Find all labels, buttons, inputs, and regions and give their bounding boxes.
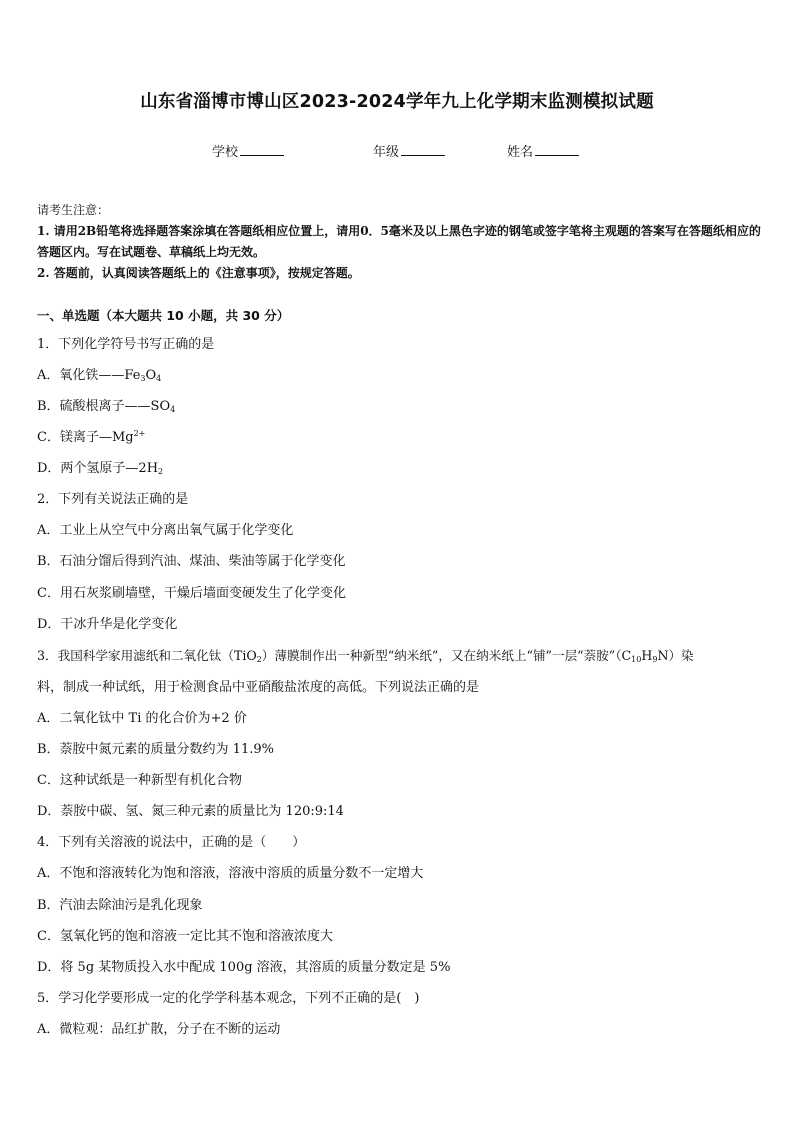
q1-stem: 1．下列化学符号书写正确的是 [37,337,215,352]
q1-option-b: B．硫酸根离子$——SO_4$ [37,399,176,414]
page-title: 山东省淄博市博山区2023-2024学年九上化学期末监测模拟试题 [140,92,654,112]
q5-stem: 5．学习化学要形成一定的化学学科基本观念，下列不正确的是( ) [37,991,420,1006]
school-blank [240,144,284,156]
name-label: 姓名 [507,145,534,160]
q2-option-d: D．干冰升华是化学变化 [37,617,178,632]
q3-option-d: D．萘胺中碳、氢、氮三种元素的质量比为 120:9:14 [37,804,344,819]
grade-field [373,141,445,160]
notice-item-1: 1. 请用2B铅笔将选择题答案涂填在答题纸相应位置上，请用0．5毫米及以上黑色字迹的钢笔或签字笔将主观题的答案写在答题纸相应的答题区内。写在试题卷、草稿纸上均无效。 [37,224,761,259]
school-field [212,141,284,160]
q4-stem: 4．下列有关溶液的说法中，正确的是（ ） [37,835,306,850]
notice-block [37,200,762,284]
q4-option-d: D．将 5g 某物质投入水中配成 100g 溶液，其溶质的质量分数定是 5% [37,960,451,975]
q1-option-a: A．氧化铁$——Fe_3O_4$ [37,368,162,383]
q2-option-a: A．工业上从空气中分离出氧气属于化学变化 [37,523,294,538]
q4-option-b: B．汽油去除油污是乳化现象 [37,898,203,913]
q3-stem-line-2: 料，制成一种试纸，用于检测食品中亚硝酸盐浓度的高低。下列说法正确的是 [37,680,480,695]
q4-option-c: C．氢氧化钙的饱和溶液一定比其不饱和溶液浓度大 [37,929,333,944]
q2-option-b: B．石油分馏后得到汽油、煤油、柴油等属于化学变化 [37,554,346,569]
q1-option-d: D．两个氢原子$—2H_2$ [37,461,164,476]
grade-label: 年级 [373,145,400,160]
q2-option-c: C．用石灰浆刷墙壁，干燥后墙面变硬发生了化学变化 [37,586,346,601]
school-label: 学校 [212,145,239,160]
grade-blank [401,144,445,156]
q1-option-c: C．镁离子$—Mg^{2+}$ [37,429,146,445]
name-blank [535,144,579,156]
q3-option-c: C．这种试纸是一种新型有机化合物 [37,773,242,788]
section-heading: 一、单选题（本大题共 10 小题，共 30 分） [37,308,290,323]
q3-option-a: A．二氧化钛中 Ti 的化合价为+2 价 [37,711,247,726]
q4-option-a: A．不饱和溶液转化为饱和溶液，溶液中溶质的质量分数不一定增大 [37,866,424,881]
q3-stem: 3．我国科学家用滤纸和二氧化钛（TiO$_2$）薄膜制作出一种新型“纳米纸”，又在纳米纸上“铺”一层“萘胺$”(C_{10}H_9N)$染 [37,648,694,664]
q2-stem: 2．下列有关说法正确的是 [37,492,189,507]
name-field [507,141,579,160]
q5-option-a: A．微粒观：品红扩散，分子在不断的运动 [37,1022,281,1037]
notice-heading: 请考生注意： [37,203,110,217]
notice-item-2: 2. 答题前，认真阅读答题纸上的《注意事项》，按规定答题。 [37,266,360,280]
q3-option-b: B．萘胺中氮元素的质量分数约为 11.9% [37,742,274,757]
